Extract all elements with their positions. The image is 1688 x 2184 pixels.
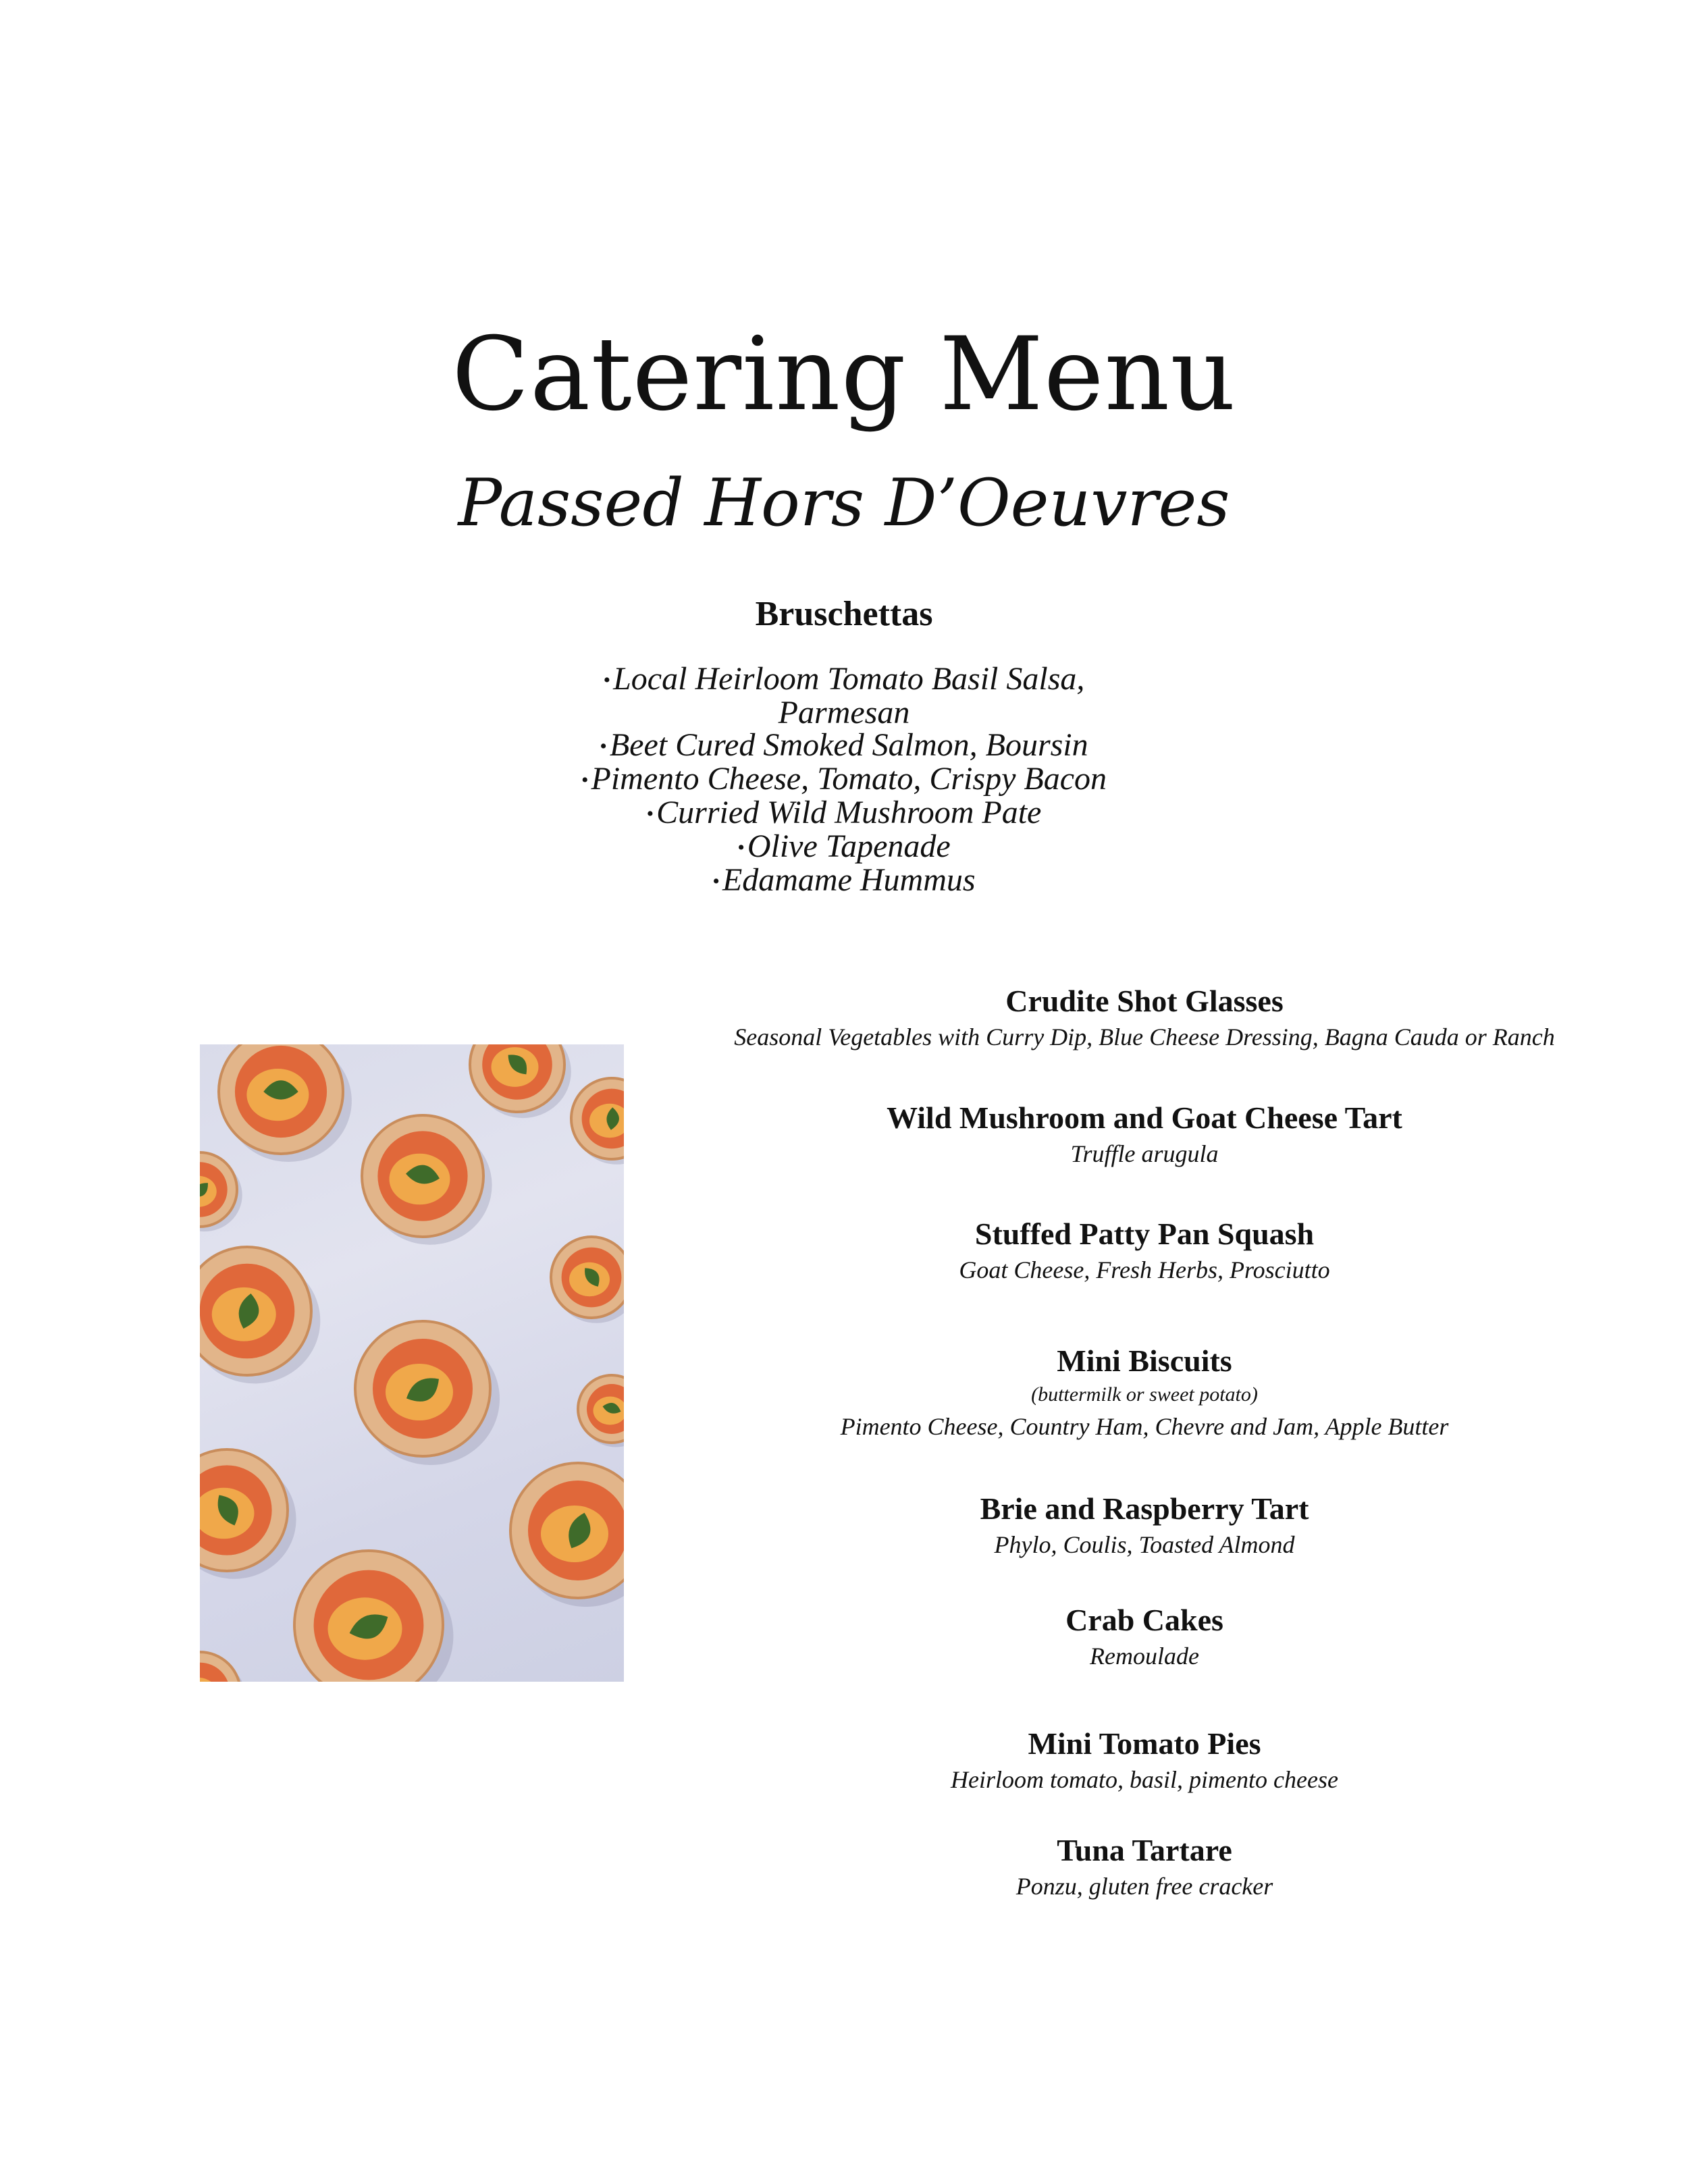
bruschetta-item-continuation: Parmesan (778, 695, 910, 730)
page-subtitle: Passed Hors D’Oeuvres (458, 465, 1230, 541)
menu-item-description: Goat Cheese, Fresh Herbs, Prosciutto (959, 1256, 1330, 1283)
tart-icon (355, 1321, 500, 1465)
tart-icon (571, 1078, 624, 1165)
menu-item-name: Crab Cakes (1065, 1603, 1223, 1637)
menu-item-description: Phylo, Coulis, Toasted Almond (994, 1531, 1295, 1558)
bullet-icon: • (646, 803, 654, 825)
bullet-icon: • (603, 669, 611, 691)
menu-item (675, 1490, 1614, 1562)
tart-icon (551, 1237, 624, 1323)
mini-tarts-photo (200, 1044, 624, 1682)
menu-item-name: Crudite Shot Glasses (1005, 984, 1284, 1018)
menu-item (675, 1099, 1614, 1171)
bruschetta-item: •Olive Tapenade (737, 828, 951, 864)
menu-item (675, 1601, 1614, 1673)
bruschetta-item: •Beet Cured Smoked Salmon, Boursin (600, 727, 1088, 763)
bruschetta-item: •Curried Wild Mushroom Pate (646, 795, 1042, 830)
menu-item-name: Mini Tomato Pies (1028, 1726, 1261, 1761)
tart-icon (200, 1652, 246, 1682)
menu-item-name: Brie and Raspberry Tart (980, 1491, 1309, 1526)
mini-tarts-illustration (200, 1044, 624, 1682)
menu-item (675, 1215, 1614, 1287)
tart-icon (362, 1115, 492, 1245)
bruschettas-heading: Bruschettas (755, 595, 933, 633)
menu-item (675, 1342, 1614, 1443)
menu-item-description: Truffle arugula (1070, 1140, 1219, 1167)
menu-item-description: Pimento Cheese, Country Ham, Chevre and Jam, Apple Butter (840, 1413, 1449, 1440)
bullet-icon: • (581, 769, 589, 791)
tart-icon (294, 1551, 453, 1682)
tart-icon (200, 1247, 320, 1383)
page-title: Catering Menu (452, 316, 1236, 433)
menu-item (675, 1832, 1614, 1903)
bruschetta-item: •Pimento Cheese, Tomato, Crispy Bacon (581, 761, 1107, 797)
bullet-icon: • (600, 735, 607, 757)
menu-item-description: Heirloom tomato, basil, pimento cheese (951, 1766, 1338, 1793)
tart-icon (219, 1044, 352, 1162)
bullet-icon: • (712, 870, 720, 893)
tart-icon (200, 1152, 242, 1231)
tart-icon (200, 1449, 296, 1579)
menu-item-description: Remoulade (1090, 1643, 1199, 1670)
menu-item-name: Stuffed Patty Pan Squash (974, 1217, 1315, 1251)
menu-item-description: Ponzu, gluten free cracker (1016, 1873, 1273, 1900)
menu-item-name: Tuna Tartare (1057, 1833, 1232, 1867)
bruschetta-item: •Local Heirloom Tomato Basil Salsa, (603, 661, 1085, 697)
bruschettas-list (0, 663, 1688, 898)
menu-item (675, 1725, 1614, 1796)
bruschetta-item: •Edamame Hummus (712, 862, 976, 898)
menu-item-name: Mini Biscuits (1057, 1343, 1232, 1378)
menu-item-note: (buttermilk or sweet potato) (1031, 1383, 1258, 1406)
tart-icon (470, 1044, 571, 1118)
menu-item-name: Wild Mushroom and Goat Cheese Tart (887, 1100, 1402, 1135)
bullet-icon: • (737, 836, 745, 859)
menu-item (675, 982, 1614, 1054)
tart-icon (510, 1463, 624, 1607)
tart-icon (578, 1375, 624, 1447)
menu-item-description: Seasonal Vegetables with Curry Dip, Blue Cheese Dressing, Bagna Cauda or Ranch (734, 1023, 1555, 1050)
